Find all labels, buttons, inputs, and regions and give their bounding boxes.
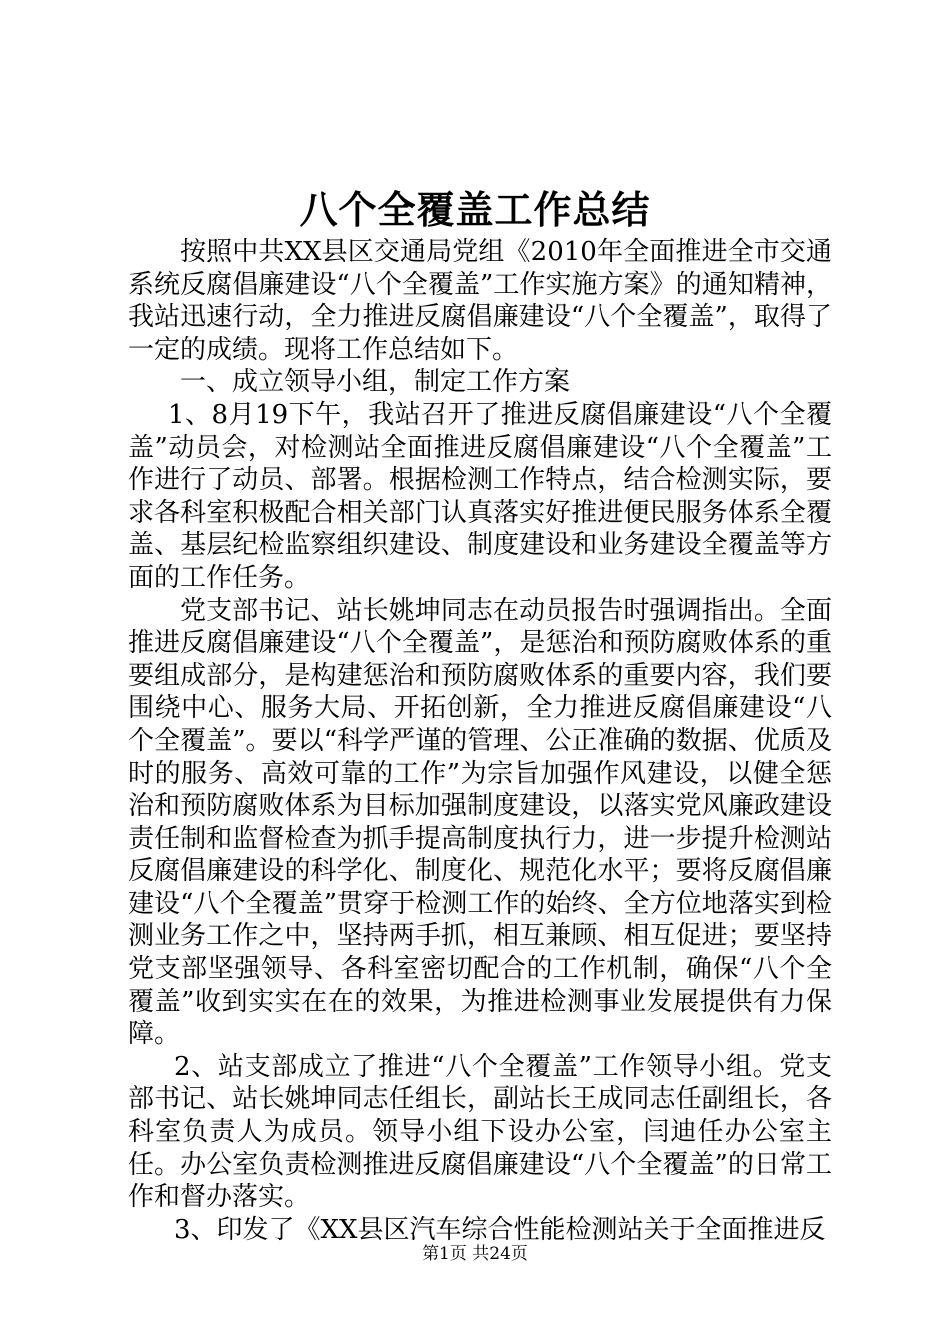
document-body	[128, 236, 832, 1246]
paragraph-item-3: 3、印发了《XX县区汽车综合性能检测站关于全面推进反	[174, 1214, 826, 1245]
paragraph-speech: 党支部书记、站长姚坤同志在动员报告时强调指出。全面推进反腐倡廉建设“八个全覆盖”，是惩治和预防腐败体系的重要组成部分，是构建惩治和预防腐败体系的重要内容，我们要围绕中心、服务大局、开拓创新，全力推进反腐倡廉建设“八个全覆盖”。要以“科学严谨的管理、公正准确的数据、优质及时的服务、高效可靠的工作”为宗旨加强作风建设，以健全惩治和预防腐败体系为目标加强制度建设，以落实党风廉政建设责任制和监督检查为抓手提高制度执行力，进一步提升检测站反腐倡廉建设的科学化、制度化、规范化水平；要将反腐倡廉建设“八个全覆盖”贯穿于检测工作的始终、全方位地落实到检测业务工作之中，坚持两手抓，相互兼顾、相互促进；要坚持党支部坚强领导、各科室密切配合的工作机制，确保“八个全覆盖”收到实实在在的效果，为推进检测事业发展提供有力保障。	[128, 595, 832, 1050]
paragraph-item-1: 1、8月19下午，我站召开了推进反腐倡廉建设“八个全覆盖”动员会，对检测站全面推进反腐倡廉建设“八个全覆盖”工作进行了动员、部署。根据检测工作特点，结合检测实际，要求各科室积极配合相关部门认真落实好推进便民服务体系全覆盖、基层纪检监察组织建设、制度建设和业务建设全覆盖等方面的工作任务。	[128, 399, 832, 593]
document-title: 八个全覆盖工作总结	[299, 187, 651, 232]
paragraph-intro: 按照中共XX县区交通局党组《2010年全面推进全市交通系统反腐倡廉建设“八个全覆盖”工作实施方案》的通知精神，我站迅速行动，全力推进反腐倡廉建设“八个全覆盖”，取得了一定的成绩。现将工作总结如下。	[128, 237, 832, 365]
section-heading-1: 一、成立领导小组，制定工作方案	[180, 367, 571, 398]
paragraph-item-2: 2、站支部成立了推进“八个全覆盖”工作领导小组。党支部书记、站长姚坤同志任组长，副站长王成同志任副组长，各科室负责人为成员。领导小组下设办公室，闫迪任办公室主任。办公室负责检测推进反腐倡廉建设“八个全覆盖”的日常工作和督办落实。	[128, 1051, 832, 1213]
page-footer: 第1页 共24页	[422, 1244, 528, 1264]
